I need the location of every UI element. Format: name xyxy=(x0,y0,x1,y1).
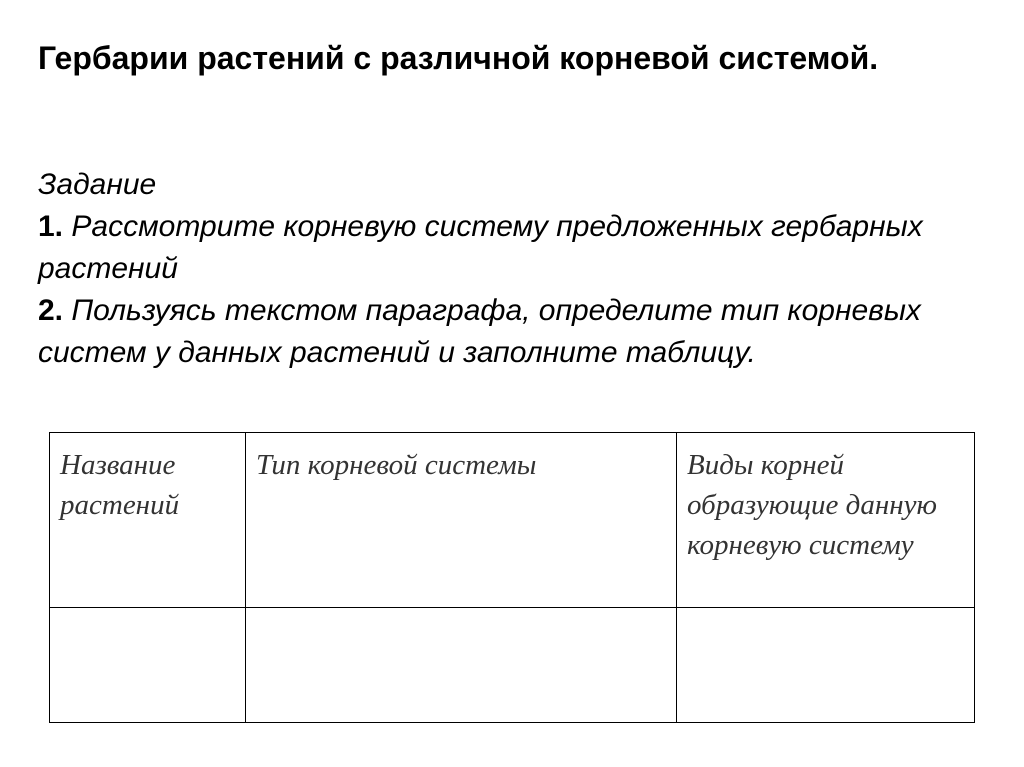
header-root-type: Тип корневой системы xyxy=(246,433,677,608)
answer-table xyxy=(49,432,975,723)
page-title: Гербарии растений с различной корневой системой. xyxy=(38,40,879,76)
task-text: Рассмотрите корневую систему предложенных гербарных растений xyxy=(38,210,923,285)
task-num: 2. xyxy=(38,294,64,327)
task-num: 1. xyxy=(38,210,64,243)
task-block xyxy=(38,164,958,374)
task-item-1 xyxy=(38,206,958,290)
cell-empty[interactable] xyxy=(50,608,246,723)
task-heading: Задание xyxy=(38,168,157,201)
task-item-2 xyxy=(38,290,958,374)
header-root-kinds: Виды корней образующие данную корневую систему xyxy=(677,433,975,608)
cell-empty[interactable] xyxy=(246,608,677,723)
table-header-row xyxy=(50,433,975,608)
header-plant-name: Название растений xyxy=(50,433,246,608)
table-row xyxy=(50,608,975,723)
cell-empty[interactable] xyxy=(677,608,975,723)
task-text: Пользуясь текстом параграфа, определите тип корневых систем у данных растений и заполните таблицу. xyxy=(38,294,921,369)
